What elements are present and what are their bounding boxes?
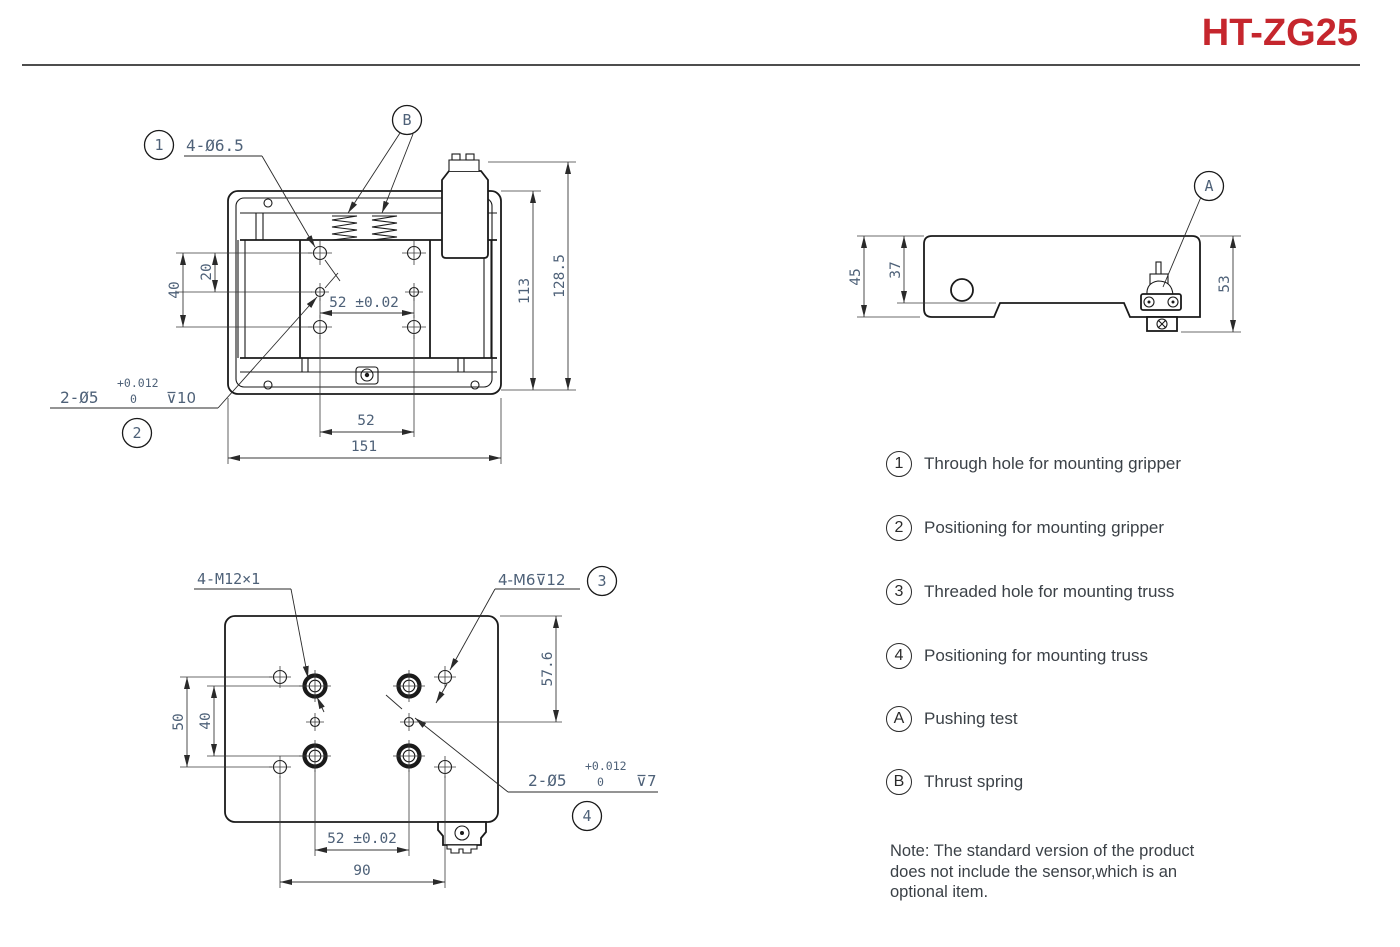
dim-52-tol: 52 ±0.02	[327, 831, 397, 847]
dim-40: 40	[198, 712, 214, 730]
legend-label: Positioning for mounting truss	[924, 646, 1148, 665]
bottom-view-drawing	[171, 567, 658, 889]
legend-item	[886, 515, 1164, 541]
leader-line	[450, 589, 495, 670]
legend-item	[886, 579, 1174, 605]
legend-label: Threaded hole for mounting truss	[924, 582, 1175, 601]
leader-line	[291, 589, 308, 678]
legend-item	[886, 643, 1148, 669]
callout-1	[145, 131, 341, 282]
dim-53: 53	[1217, 275, 1233, 293]
m6-label-text: 4-M6⊽12	[498, 571, 566, 589]
note	[890, 841, 1218, 903]
legend-item	[886, 769, 1023, 795]
callout-3-number: 3	[597, 572, 607, 590]
legend-symbol: A	[886, 706, 912, 732]
side-view-drawing	[848, 172, 1241, 333]
m12-label-text: 4-M12×1	[197, 570, 261, 588]
dim-20: 20	[199, 263, 215, 281]
callout-B-letter: B	[402, 111, 412, 129]
thrust-spring-icon	[332, 216, 357, 240]
m12-threaded-holes	[299, 670, 425, 772]
legend-symbol: 1	[886, 451, 912, 477]
tolerance-upper: +0.012	[585, 759, 627, 773]
dim-52-tol: 52 ±0.02	[329, 295, 399, 311]
corner-hole	[471, 381, 479, 389]
legend-symbol: B	[886, 769, 912, 795]
leader-line	[415, 718, 508, 792]
center-screw	[356, 367, 378, 384]
legend-symbol: 4	[886, 643, 912, 669]
callout-A-letter: A	[1204, 177, 1214, 195]
dim-151: 151	[350, 439, 378, 455]
callout-2-number: 2	[132, 424, 142, 442]
sensor-block-top-view	[442, 154, 488, 258]
dim-40: 40	[167, 281, 183, 299]
dim-37: 37	[888, 261, 904, 279]
dim-52: 52	[357, 413, 375, 429]
legend-symbol: 3	[886, 579, 912, 605]
note-line: optional item.	[890, 883, 989, 901]
leader-line	[218, 297, 317, 408]
depth-label: ⊽10	[166, 389, 197, 407]
positioning-holes-bottom	[306, 713, 418, 731]
dim-50: 50	[171, 713, 187, 731]
note-line: does not include the sensor,which is an	[890, 862, 1178, 881]
legend-label: Positioning for mounting gripper	[924, 518, 1165, 537]
note-line: Note: The standard version of the product	[890, 842, 1195, 860]
through-hole-label: 4-Ø6.5	[186, 136, 244, 155]
thrust-spring-icon	[372, 216, 397, 240]
positioning-label-bottom	[386, 695, 658, 831]
legend-label: Pushing test	[924, 709, 1018, 728]
top-view-drawing	[50, 106, 576, 465]
positioning-label-prefix: 2-Ø5	[528, 771, 567, 790]
corner-hole	[264, 381, 272, 389]
page-title: HT-ZG25	[1201, 12, 1358, 54]
dim-128-5: 128.5	[552, 254, 568, 298]
bottom-rail	[240, 358, 497, 389]
legend-item	[886, 706, 1018, 732]
callout-2	[50, 273, 338, 448]
dim-90: 90	[353, 863, 371, 879]
bottom-view-dimensions	[171, 616, 562, 888]
bottom-view-plate	[225, 616, 498, 822]
depth-label: ⊽7	[636, 772, 657, 790]
callout-1-number: 1	[154, 136, 164, 154]
tolerance-lower: 0	[130, 392, 137, 406]
legend-item	[886, 451, 1181, 477]
corner-hole	[264, 199, 272, 207]
through-holes	[308, 241, 426, 339]
dim-57-6: 57.6	[540, 651, 556, 687]
callout-B	[348, 106, 422, 214]
callout-4-number: 4	[582, 807, 592, 825]
legend-symbol: 2	[886, 515, 912, 541]
tolerance-upper: +0.012	[117, 376, 159, 390]
dim-45: 45	[848, 268, 864, 286]
tolerance-lower: 0	[597, 775, 604, 789]
legend-label: Thrust spring	[924, 772, 1024, 791]
m6-label	[436, 567, 617, 704]
legend-label: Through hole for mounting gripper	[924, 454, 1182, 473]
leader-line	[382, 134, 413, 213]
dim-113: 113	[517, 277, 533, 305]
leader-line	[262, 156, 315, 247]
leader-line	[348, 133, 400, 213]
positioning-label-prefix: 2-Ø5	[60, 388, 99, 407]
